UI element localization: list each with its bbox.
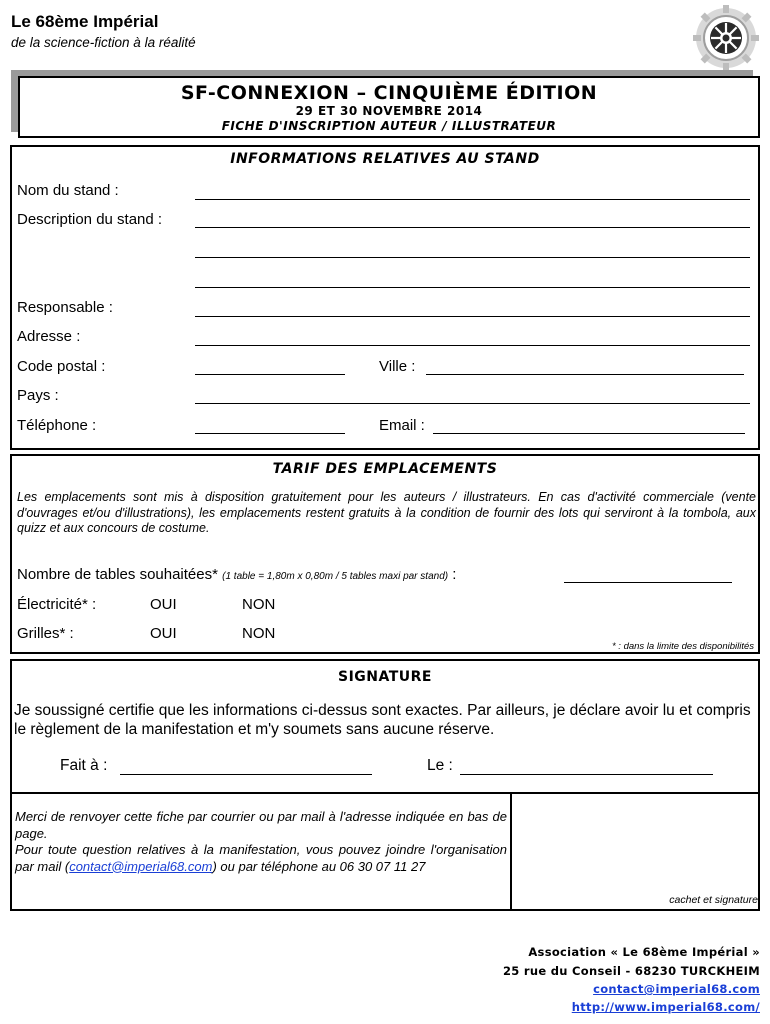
- electricity-yes-option[interactable]: OUI: [150, 596, 177, 613]
- footer-website-link[interactable]: http://www.imperial68.com/: [571, 1000, 760, 1014]
- form-subtitle: FICHE D'INSCRIPTION AUTEUR / ILLUSTRATEUR: [221, 119, 557, 133]
- footer-association: Association « Le 68ème Impérial »: [528, 945, 760, 959]
- footer-address: 25 rue du Conseil - 68230 TURCKHEIM: [502, 964, 760, 978]
- tables-label: [17, 566, 456, 583]
- event-dates: 29 ET 30 NOVEMBRE 2014: [295, 104, 483, 118]
- manager-label: Responsable :: [17, 299, 113, 316]
- stand-name-label: Nom du stand :: [17, 182, 119, 199]
- pricing-section: [10, 454, 760, 654]
- tables-colon: :: [452, 566, 457, 583]
- date-field[interactable]: [460, 774, 713, 775]
- pricing-paragraph: Les emplacements sont mis à disposition gratuitement pour les auteurs / illustrateurs. En cas d'activité commerciale (vente d'ouvrages et/ou d'illustrations), les emplacements restent gratuits à la condition de fournir des lots qui serviront à la tombola, aux quizz et aux concours de costume.: [17, 490, 756, 535]
- stand-description-field-2[interactable]: [195, 257, 750, 258]
- event-title: SF-CONNEXION – CINQUIÈME ÉDITION: [180, 82, 598, 104]
- phone-field[interactable]: [195, 433, 345, 434]
- country-label: Pays :: [17, 387, 59, 404]
- footer-email-link[interactable]: contact@imperial68.com: [593, 982, 760, 996]
- date-label: Le :: [427, 757, 453, 774]
- postal-code-field[interactable]: [195, 374, 345, 375]
- instructions-box: [12, 792, 512, 909]
- electricity-no-option[interactable]: NON: [242, 596, 276, 613]
- stamp-label: cachet et signature: [669, 894, 758, 906]
- organization-tagline: de la science-fiction à la réalité: [11, 35, 196, 50]
- pricing-heading: TARIF DES EMPLACEMENTS: [272, 461, 498, 477]
- contact-email-link[interactable]: contact@imperial68.com: [69, 858, 213, 874]
- stand-info-section: [10, 145, 760, 450]
- availability-note: * : dans la limite des disponibilités: [611, 641, 754, 652]
- electricity-label: Électricité* :: [17, 596, 97, 613]
- signature-section: [10, 659, 760, 911]
- certification-statement: Je soussigné certifie que les informations ci-dessus sont exactes. Par ailleurs, je déclare avoir lu et compris le règlement de la manifestation et m'y soumets sans aucune réserve.: [14, 702, 751, 738]
- city-label: Ville :: [379, 358, 416, 375]
- return-instructions: Merci de renvoyer cette fiche par courrier ou par mail à l'adresse indiquée en bas de page.: [15, 809, 507, 841]
- manager-field[interactable]: [195, 316, 750, 317]
- done-at-label: Fait à :: [60, 757, 108, 774]
- tables-count-field[interactable]: [564, 582, 732, 583]
- country-field[interactable]: [195, 403, 750, 404]
- email-label: Email :: [379, 417, 425, 434]
- grids-yes-option[interactable]: OUI: [150, 625, 177, 642]
- email-field[interactable]: [433, 433, 745, 434]
- stamp-box[interactable]: [512, 792, 758, 909]
- organization-name: Le 68ème Impérial: [11, 12, 159, 31]
- contact-phone-text: ) ou par téléphone au 06 30 07 11 27: [212, 858, 426, 874]
- stand-description-field-3[interactable]: [195, 287, 750, 288]
- contact-instructions: Pour toute question relatives à la manifestation, vous pouvez joindre l'organisation par mail (: [15, 842, 507, 874]
- done-at-field[interactable]: [120, 774, 372, 775]
- signature-heading: SIGNATURE: [337, 669, 432, 685]
- title-box: [18, 76, 760, 138]
- instructions-text: [15, 809, 507, 875]
- grids-no-option[interactable]: NON: [242, 625, 276, 642]
- imperial-emblem-logo: [690, 5, 762, 71]
- postal-code-label: Code postal :: [17, 358, 106, 375]
- tables-note: (1 table = 1,80m x 0,80m / 5 tables maxi par stand): [222, 571, 449, 582]
- city-field[interactable]: [426, 374, 744, 375]
- tables-label-text: Nombre de tables souhaitées*: [17, 566, 218, 583]
- address-field[interactable]: [195, 345, 750, 346]
- stand-info-heading: INFORMATIONS RELATIVES AU STAND: [230, 151, 540, 167]
- grids-label: Grilles* :: [17, 625, 74, 642]
- stand-name-field[interactable]: [195, 199, 750, 200]
- phone-label: Téléphone :: [17, 417, 97, 434]
- address-label: Adresse :: [17, 328, 81, 345]
- stand-description-field-1[interactable]: [195, 227, 750, 228]
- stand-description-label: Description du stand :: [17, 211, 163, 228]
